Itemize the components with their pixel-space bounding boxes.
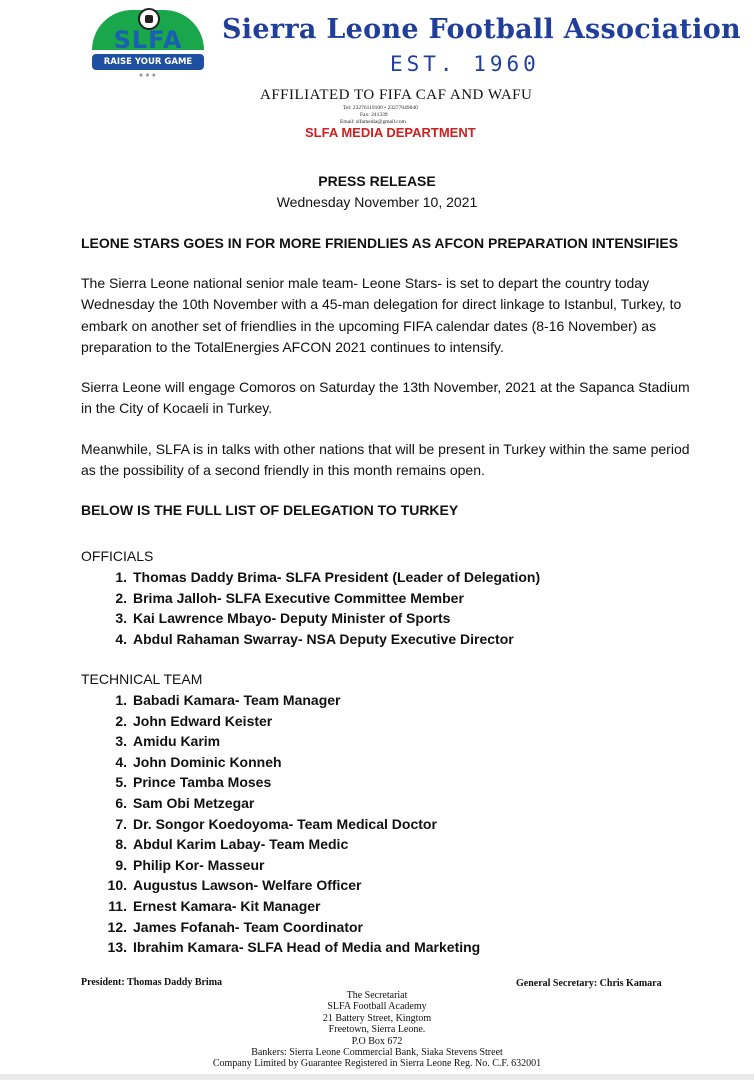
- list-item: 10. Augustus Lawson- Welfare Officer: [107, 877, 362, 894]
- paragraph-1: The Sierra Leone national senior male team- Leone Stars- is set to depart the country today Wednesday the 10th November with a 45-man delegation for direct linkage to Istanbul, Turkey, to embark on another set of friendlies in the upcoming FIFA calendar dates (8-16 November) as preparation to the TotalEnergies AFCON 2021 continues to intensify.: [81, 275, 682, 355]
- footer-line: P.O Box 672: [351, 1035, 403, 1047]
- list-item: 6. Sam Obi Metzegar: [115, 794, 255, 811]
- logo-banner: RAISE YOUR GAME: [92, 54, 204, 70]
- list-item: 8. Abdul Karim Labay- Team Medic: [115, 836, 349, 853]
- contact-tel: Tel: 23276119100 • 23277049040: [343, 105, 418, 111]
- logo-stars-icon: ★★★: [138, 73, 158, 79]
- list-item: 1. Babadi Kamara- Team Manager: [115, 692, 341, 708]
- footer-line: Company Limited by Guarantee Registered in Sierra Leone Reg. No. C.F. 632001: [212, 1058, 542, 1070]
- footer-line: Bankers: Sierra Leone Commercial Bank, Siaka Stevens Street: [251, 1047, 503, 1059]
- list-item: 5. Prince Tamba Moses: [115, 774, 272, 791]
- footer-line: 21 Battery Street, Kingtom: [322, 1012, 432, 1024]
- list-item: 13. Ibrahim Kamara- SLFA Head of Media and Marketing: [107, 939, 481, 956]
- slfa-logo: [88, 4, 208, 79]
- footer-president: President: Thomas Daddy Brima: [81, 977, 223, 988]
- established-year: EST. 1960: [390, 52, 540, 76]
- technical-team-list: [81, 690, 480, 958]
- list-item: 7. Dr. Songor Koedoyoma- Team Medical Doctor: [115, 815, 437, 832]
- contact-email: Email: slfamedia@gmail.com: [340, 119, 406, 125]
- footer-line: Freetown, Sierra Leone.: [328, 1024, 426, 1036]
- footer-general-secretary: General Secretary: Chris Kamara: [516, 978, 662, 989]
- affiliation-line: AFFILIATED TO FIFA CAF AND WAFU: [260, 87, 533, 103]
- technical-team-heading: TECHNICAL TEAM: [81, 671, 203, 687]
- list-item: 4. John Dominic Konneh: [115, 753, 282, 770]
- footer-line: SLFA Football Academy: [327, 1001, 427, 1013]
- list-item: 2. Brima Jalloh- SLFA Executive Committee Member: [115, 589, 464, 606]
- list-item: 4. Abdul Rahaman Swarray- NSA Deputy Executive Director: [115, 630, 514, 647]
- organization-name: Sierra Leone Football Association: [222, 14, 741, 45]
- paragraph-3: Meanwhile, SLFA is in talks with other nations that will be present in Turkey within the same period as the possibility of a second friendly in this month remains open.: [81, 441, 690, 479]
- officials-list: [81, 567, 540, 649]
- contact-fax: Fax: 241339: [360, 112, 388, 118]
- paragraph-2: Sierra Leone will engage Comoros on Saturday the 13th November, 2021 at the Sapanca Stadium in the City of Kocaeli in Turkey.: [81, 379, 690, 417]
- footer-address: [0, 990, 754, 1070]
- list-item: 12. James Fofanah- Team Coordinator: [107, 918, 364, 935]
- list-item: 2. John Edward Keister: [115, 712, 273, 729]
- headline: LEONE STARS GOES IN FOR MORE FRIENDLIES AS AFCON PREPARATION INTENSIFIES: [81, 235, 679, 251]
- list-item: 1. Thomas Daddy Brima- SLFA President (Leader of Delegation): [115, 569, 541, 585]
- department-name: SLFA MEDIA DEPARTMENT: [305, 125, 476, 140]
- logo-text: SLFA: [113, 26, 183, 54]
- list-item: 3. Kai Lawrence Mbayo- Deputy Minister of Sports: [115, 610, 451, 627]
- press-release-label: PRESS RELEASE: [318, 173, 436, 189]
- officials-heading: OFFICIALS: [81, 548, 154, 564]
- release-date: Wednesday November 10, 2021: [276, 194, 478, 210]
- bottom-divider: [0, 1074, 754, 1080]
- list-item: 3. Amidu Karim: [115, 733, 221, 750]
- delegation-heading: BELOW IS THE FULL LIST OF DELEGATION TO TURKEY: [81, 502, 459, 518]
- list-item: 9. Philip Kor- Masseur: [115, 856, 265, 873]
- footer-line: The Secretariat: [346, 990, 408, 1001]
- list-item: 11. Ernest Kamara- Kit Manager: [108, 897, 321, 914]
